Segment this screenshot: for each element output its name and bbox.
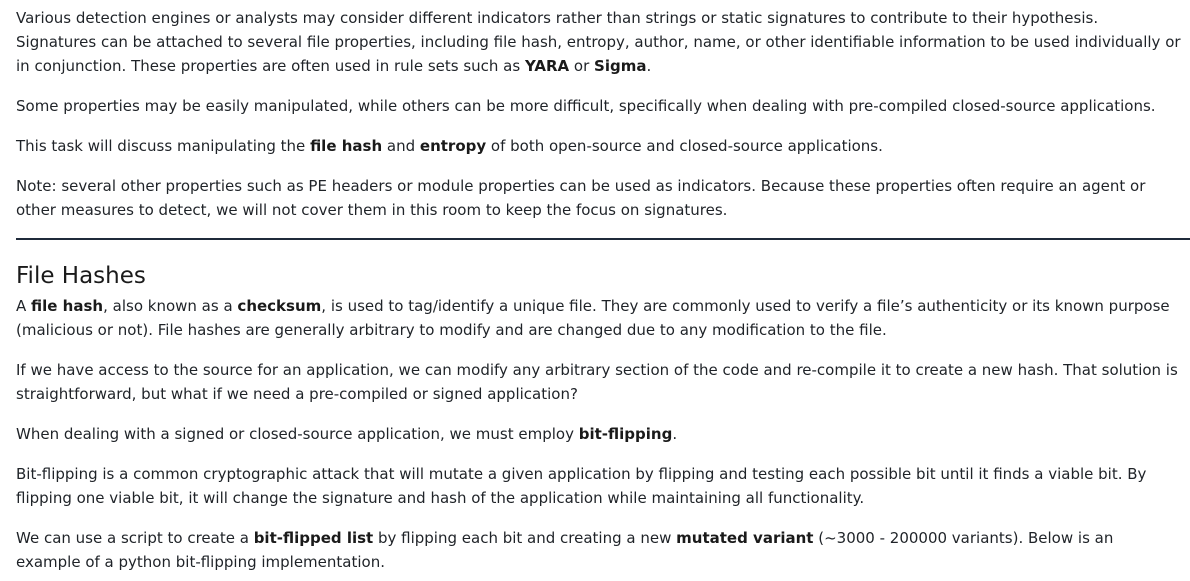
yara-term: YARA — [524, 57, 570, 75]
bit-flipping-term: bit-flipping — [578, 425, 673, 443]
text-span: Various detection engines or analysts may consider different indicators rather than strings or static signatures to contribute to their hypothesis. Signatures can be attached to several file properties, including file hash, entropy, author, name, or other identifiable information to be used individually or in conjunction. These properties are often used in rule sets such as — [16, 9, 1181, 75]
bit-flipped-list-term: bit-flipped list — [253, 529, 374, 547]
text-span: , is used to tag/identify a unique file. They are commonly used to verify a file’s authenticity or its known purpose (malicious or not). File hashes are generally arbitrary to modify and are changed due to any modification to the file. — [16, 297, 1170, 339]
entropy-term: entropy — [419, 137, 487, 155]
file-hashes-paragraph-5 — [16, 526, 1182, 574]
text-span: by flipping each bit and creating a new — [373, 529, 677, 547]
text-span: , also known as a — [103, 297, 238, 315]
text-span: (~3000 - 200000 variants). Below is an example of a python bit-flipping implementation. — [16, 529, 1114, 571]
text-span: We can use a script to create a — [16, 529, 254, 547]
sigma-term: Sigma — [594, 57, 647, 75]
mutated-variant-term: mutated variant — [676, 529, 814, 547]
intro-paragraph-1 — [16, 6, 1182, 78]
text-span: When dealing with a signed or closed-source application, we must employ — [16, 425, 579, 443]
checksum-term: checksum — [237, 297, 322, 315]
text-span: . — [646, 57, 652, 75]
intro-note-paragraph: Note: several other properties such as PE headers or module properties can be used as indicators. Because these properties often require an agent or other measures to detect, we will not cover them in this room to keep the focus on signatures. — [16, 177, 1146, 219]
text-span: A — [16, 297, 32, 315]
text-span: or — [569, 57, 595, 75]
file-hashes-paragraph-3 — [16, 422, 1182, 446]
file-hashes-paragraph-2: If we have access to the source for an application, we can modify any arbitrary section of the code and re-compile it to create a new hash. That solution is straightforward, but what if we need a pre-compiled or signed application? — [16, 361, 1178, 403]
section-divider — [16, 238, 1190, 240]
text-span: . — [672, 425, 678, 443]
file-hash-term: file hash — [310, 137, 383, 155]
file-hashes-heading: File Hashes — [16, 263, 146, 289]
intro-paragraph-2: Some properties may be easily manipulated, while others can be more difficult, specifically when dealing with pre-compiled closed-source applications. — [16, 97, 1156, 115]
intro-paragraph-3 — [16, 134, 1182, 158]
text-span: This task will discuss manipulating the — [16, 137, 311, 155]
text-span: and — [382, 137, 420, 155]
text-span: of both open-source and closed-source applications. — [486, 137, 883, 155]
file-hashes-paragraph-1 — [16, 294, 1182, 342]
file-hashes-paragraph-4: Bit-flipping is a common cryptographic attack that will mutate a given application by flipping and testing each possible bit until it finds a viable bit. By flipping one viable bit, it will change the signature and hash of the application while maintaining all functionality. — [16, 465, 1147, 507]
file-hash-term: file hash — [31, 297, 104, 315]
